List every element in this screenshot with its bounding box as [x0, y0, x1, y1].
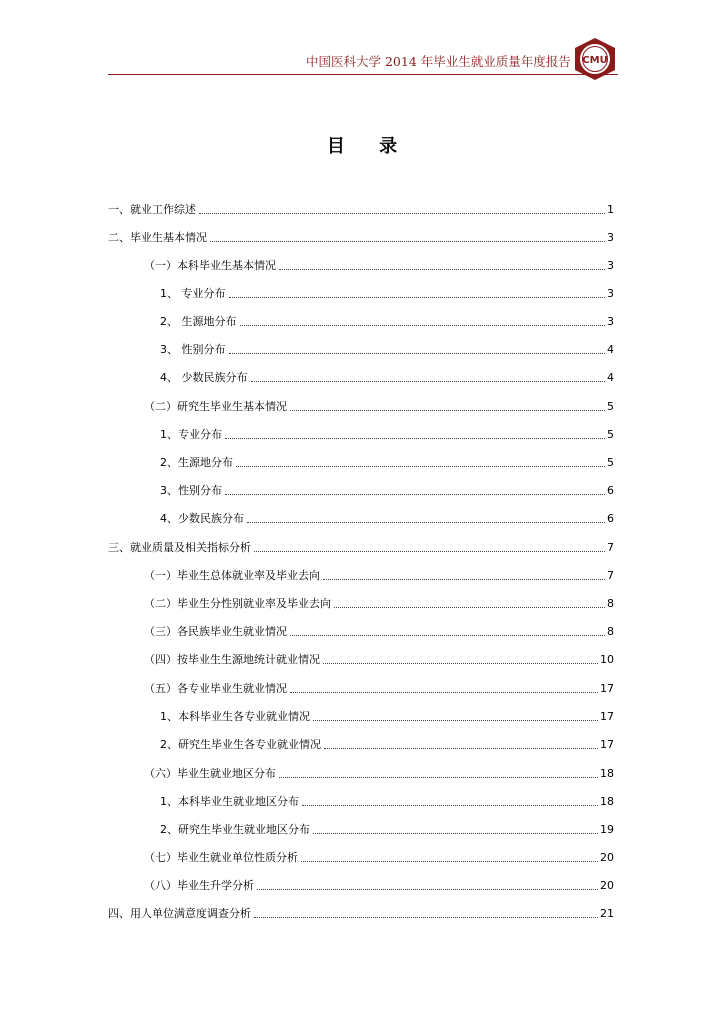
toc-entry[interactable]: [160, 424, 614, 442]
toc-entry-page: 3: [607, 315, 614, 328]
toc-entry[interactable]: [160, 367, 614, 385]
toc-entry-page: 21: [600, 907, 614, 920]
toc-entry-page: 17: [600, 710, 614, 723]
toc-leader-dots: [199, 213, 605, 214]
toc-entry-label: （二）研究生毕业生基本情况: [144, 400, 287, 413]
toc-entry-page: 18: [600, 795, 614, 808]
toc-entry-page: 20: [600, 851, 614, 864]
toc-entry-page: 8: [607, 625, 614, 638]
toc-entry-page: 3: [607, 231, 614, 244]
toc-entry-label: 4、 少数民族分布: [160, 371, 248, 384]
toc-entry[interactable]: [108, 537, 614, 555]
toc-entry-page: 19: [600, 823, 614, 836]
toc-entry-label: 二、毕业生基本情况: [108, 231, 207, 244]
toc-entry-page: 17: [600, 682, 614, 695]
toc-entry[interactable]: [160, 508, 614, 526]
toc-leader-dots: [236, 466, 605, 467]
toc-leader-dots: [257, 889, 598, 890]
header-divider: [108, 74, 618, 75]
toc-entry-page: 1: [607, 203, 614, 216]
toc-entry-label: 1、 专业分布: [160, 287, 226, 300]
toc-entry[interactable]: [144, 763, 614, 781]
toc-leader-dots: [279, 269, 605, 270]
toc-entry-label: 4、少数民族分布: [160, 512, 244, 525]
toc-entry[interactable]: [160, 480, 614, 498]
toc-entry[interactable]: [144, 847, 614, 865]
toc-leader-dots: [254, 917, 598, 918]
toc-entry-label: 2、研究生毕业生就业地区分布: [160, 823, 310, 836]
toc-leader-dots: [290, 692, 598, 693]
toc-leader-dots: [225, 494, 605, 495]
toc-entry-page: 6: [607, 484, 614, 497]
toc-entry-label: （八）毕业生升学分析: [144, 879, 254, 892]
toc-entry-label: （四）按毕业生生源地统计就业情况: [144, 653, 320, 666]
toc-entry[interactable]: [144, 875, 614, 893]
toc-entry-page: 3: [607, 287, 614, 300]
toc-entry-page: 5: [607, 428, 614, 441]
toc-entry-label: （一）本科毕业生基本情况: [144, 259, 276, 272]
toc-entry-label: （二）毕业生分性别就业率及毕业去向: [144, 597, 331, 610]
toc-entry-label: 三、就业质量及相关指标分析: [108, 541, 251, 554]
toc-leader-dots: [302, 805, 598, 806]
toc-entry-label: （一）毕业生总体就业率及毕业去向: [144, 569, 320, 582]
toc-entry-label: 四、用人单位满意度调查分析: [108, 907, 251, 920]
toc-entry[interactable]: [144, 593, 614, 611]
university-logo: [572, 36, 618, 82]
toc-leader-dots: [254, 551, 605, 552]
toc-leader-dots: [290, 635, 605, 636]
toc-entry-page: 5: [607, 400, 614, 413]
toc-entry[interactable]: [144, 621, 614, 639]
toc-entry-label: （七）毕业生就业单位性质分析: [144, 851, 298, 864]
toc-leader-dots: [334, 607, 605, 608]
toc-entry-page: 8: [607, 597, 614, 610]
toc-entry[interactable]: [160, 791, 614, 809]
toc-leader-dots: [323, 663, 598, 664]
toc-leader-dots: [225, 438, 605, 439]
toc-entry[interactable]: [160, 819, 614, 837]
toc-entry[interactable]: [160, 311, 614, 329]
toc-entry[interactable]: [160, 706, 614, 724]
toc-leader-dots: [229, 297, 606, 298]
toc-entry-label: 1、本科毕业生各专业就业情况: [160, 710, 310, 723]
toc-leader-dots: [251, 381, 606, 382]
toc-entry-label: 2、研究生毕业生各专业就业情况: [160, 738, 321, 751]
toc-leader-dots: [210, 241, 605, 242]
toc-entry-page: 10: [600, 653, 614, 666]
toc-entry-page: 7: [607, 569, 614, 582]
toc-entry-page: 7: [607, 541, 614, 554]
toc-entry-label: 1、本科毕业生就业地区分布: [160, 795, 299, 808]
toc-entry[interactable]: [108, 199, 614, 217]
logo-text: CMU: [582, 55, 608, 66]
toc-entry-label: 1、专业分布: [160, 428, 222, 441]
toc-entry[interactable]: [160, 734, 614, 752]
toc-leader-dots: [290, 410, 605, 411]
toc-entry[interactable]: [144, 255, 614, 273]
toc-entry-label: 一、就业工作综述: [108, 203, 196, 216]
toc-entry[interactable]: [108, 227, 614, 245]
toc-entry[interactable]: [160, 283, 614, 301]
toc-entry-page: 20: [600, 879, 614, 892]
toc-leader-dots: [323, 579, 605, 580]
toc-entry[interactable]: [160, 452, 614, 470]
toc-entry-page: 3: [607, 259, 614, 272]
toc-leader-dots: [324, 748, 598, 749]
toc-leader-dots: [247, 522, 605, 523]
toc-title: 目 录: [326, 136, 412, 157]
toc-entry[interactable]: [144, 678, 614, 696]
toc-entry-label: 2、 生源地分布: [160, 315, 237, 328]
toc-entry-page: 5: [607, 456, 614, 469]
toc-leader-dots: [301, 861, 598, 862]
toc-entry-page: 18: [600, 767, 614, 780]
toc-entry-label: （三）各民族毕业生就业情况: [144, 625, 287, 638]
toc-entry-page: 4: [607, 343, 614, 356]
toc-leader-dots: [279, 777, 598, 778]
toc-entry-page: 17: [600, 738, 614, 751]
toc-entry-label: （六）毕业生就业地区分布: [144, 767, 276, 780]
report-header-title: 中国医科大学 2014 年毕业生就业质量年度报告: [306, 54, 571, 69]
toc-entry[interactable]: [160, 339, 614, 357]
toc-entry-page: 4: [607, 371, 614, 384]
toc-entry-label: 2、生源地分布: [160, 456, 233, 469]
toc-leader-dots: [240, 325, 606, 326]
toc-leader-dots: [313, 833, 598, 834]
toc-entry-label: （五）各专业毕业生就业情况: [144, 682, 287, 695]
toc-entry-page: 6: [607, 512, 614, 525]
toc-leader-dots: [313, 720, 598, 721]
toc-entry[interactable]: [144, 565, 614, 583]
toc-entry-label: 3、 性别分布: [160, 343, 226, 356]
toc-entry[interactable]: [144, 649, 614, 667]
toc-leader-dots: [229, 353, 606, 354]
toc-entry[interactable]: [108, 903, 614, 921]
toc-entry[interactable]: [144, 396, 614, 414]
toc-entry-label: 3、性别分布: [160, 484, 222, 497]
